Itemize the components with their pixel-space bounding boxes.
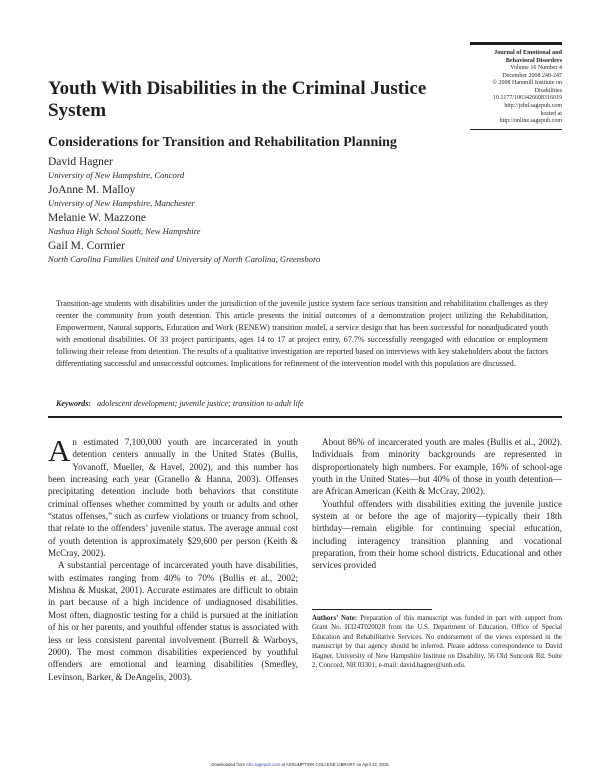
journal-copyright: © 2008 Hammill Institute on	[492, 80, 562, 87]
author-name: Melanie W. Mazzone	[48, 212, 147, 224]
keywords-text: adolescent development; juvenile justice; transition to adult life	[97, 399, 304, 408]
download-link[interactable]: ebx.sagepub.com	[246, 762, 281, 767]
author-name: JoAnne M. Malloy	[48, 184, 136, 196]
author-affiliation: University of New Hampshire, Manchester	[48, 198, 195, 208]
author-affiliation: University of New Hampshire, Concord	[48, 170, 185, 180]
footnote-rule	[312, 609, 432, 610]
journal-box-rule	[470, 129, 562, 130]
body-paragraph: A substantial percentage of incarcerated youth have disabilities, with estimates ranging from 40% to 70% (Bullis et al., 2002; Mishna & Muskat, 2001). Accurate estimates are difficult to obtain in part because of a high incidence of undiagnosed disabilities. Most often, diagnostic testing for a child is pursued at the initiation of his or her parents, and youthful offender status is associated with less or less consistent parental involvement (Burrell & Warboys, 2000). The most common disabilities experienced by youthful offenders are emotional and learning disabilities (Smedley, Levinson, Barker, & DeAngelis, 2003).	[48, 560, 298, 682]
footnote-label: Authors’ Note:	[312, 615, 358, 622]
footnote-text: Preparation of this manuscript was funded in part with support from Grant No. H324T020028 from the U.S. Department of Education, Office of Special Education and Rehabilitative Services. No endorsement of the views expressed in the manuscript by that agency should be inferred. Please address correspondence to David Hagner, University of New Hampshire Institute on Disability, 56 Old Suncook Rd. Suite 2, Concord, NH 03301; e-mail: david.hagner@unh.edu.	[312, 615, 562, 670]
abstract-divider	[48, 416, 562, 418]
download-suffix: at ASSUMPTION COLLEGE LIBRARY on April 22, 2015	[281, 762, 389, 767]
journal-name-line1: Journal of Emotional and	[494, 49, 562, 56]
keywords-label: Keywords:	[56, 399, 92, 408]
article-subtitle: Considerations for Transition and Rehabilitation Planning	[48, 135, 397, 150]
journal-volume: Volume 16 Number 4	[510, 65, 562, 71]
keywords	[56, 398, 548, 409]
body-paragraph: About 86% of incarcerated youth are males (Bullis et al., 2002). Individuals from minority backgrounds are represented in disproportionately high numbers. For example, 16% of school-age youth in the United States—but 40% of those in youth detention—are African American (Keith & McCray, 2002).	[312, 437, 562, 497]
body-column-right	[312, 436, 562, 572]
journal-doi: 10.1177/1063426608316019	[493, 95, 562, 102]
body-paragraph: Youthful offenders with disabilities exiting the juvenile justice system at or before the age of majority—typically their 18th birthday—remain eligible for continuing special education, including interagency transition planning and vocational preparation, from their home school districts. Educational and other services provided	[312, 498, 562, 571]
journal-date-pages: December 2008 240-247	[502, 72, 562, 79]
journal-info-box	[470, 42, 562, 130]
abstract: Transition-age students with disabilities under the jurisdiction of the juvenile justice system face serious transition and rehabilitation challenges as they reenter the community from youth detention. This article presents the initial outcomes of a demonstration project utilizing the Rehabilitation, Empowerment, Natural supports, Education and Work (RENEW) transition model, a service design that has been successful for nonadjudicated youth with emotional disabilities. Of 33 project participants, ages 14 to 17 at project entry, 67.7% successfully reengaged with education or employment following their release from detention. The results of a qualitative investigation are reported based on interviews with key stakeholders about the factors differentiating successful and unsuccessful outcomes. Implications for refinement of the intervention model with this population are discussed.	[56, 299, 548, 369]
author-name: Gail M. Cormier	[48, 240, 125, 252]
download-notice	[0, 762, 600, 768]
journal-copyright-holder: Disabilities	[534, 87, 562, 94]
journal-host-url[interactable]: http://online.sagepub.com	[499, 118, 562, 125]
author-affiliation: North Carolina Families United and University of North Carolina, Greensboro	[48, 254, 321, 264]
body-column-left	[48, 433, 298, 683]
journal-hosted-at: hosted at	[540, 110, 562, 117]
body-paragraph	[48, 433, 298, 559]
authors-note	[312, 614, 562, 670]
author-affiliation: Nashua High School South, New Hampshire	[48, 226, 201, 236]
drop-cap: A	[48, 433, 71, 468]
article-title: Youth With Disabilities in the Criminal Justice System	[48, 78, 427, 121]
download-prefix: Downloaded from	[211, 762, 246, 767]
journal-url[interactable]: http://jebd.sagepub.com	[504, 102, 562, 109]
paragraph-text: n estimated 7,100,000 youth are incarcerated in youth detention centers annually in the United States (Bullis, Yovanoff, Mueller, & Havel, 2002), and this number has been increasing each year (Granello & Hanna, 2003). Offenses precipitating detention include both behaviors that constitute criminal offenses whether committed by youth or adults and other “status offenses,” such as curfew violations or truancy from school, that relate to the offenders’ juvenile status. The average annual cost of youth detention is approximately $29,600 per person (Keith & McCray, 2002).	[48, 437, 298, 559]
journal-name-line2: Behavioral Disorders	[505, 57, 562, 64]
author-name: David Hagner	[48, 156, 113, 168]
